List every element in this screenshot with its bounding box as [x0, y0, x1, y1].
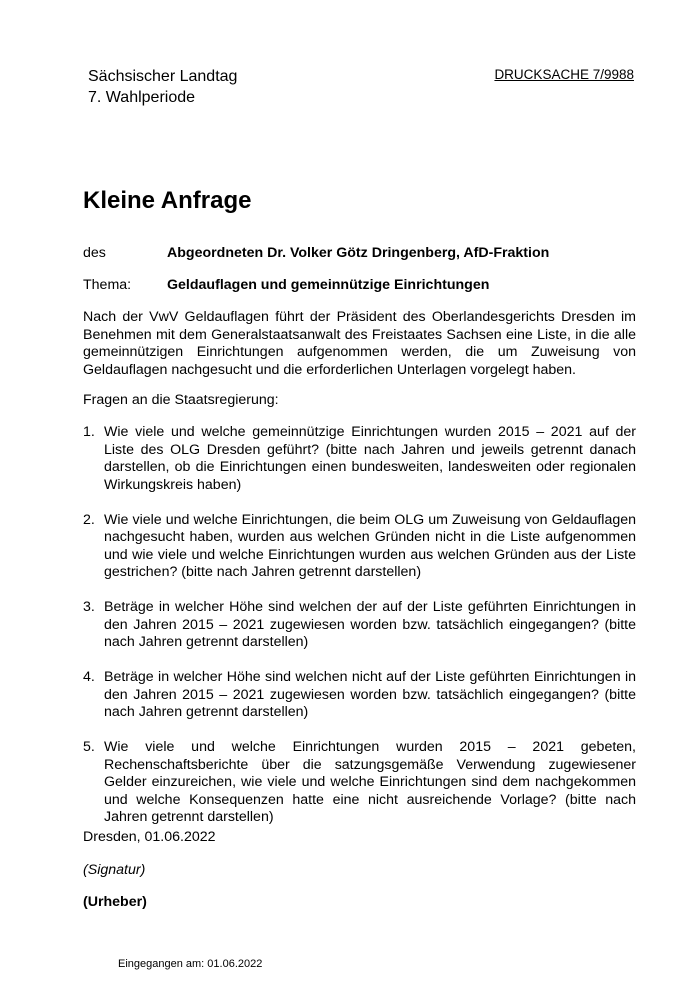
intro-paragraph: Nach der VwV Geldauflagen führt der Präsident des Oberlandesgerichts Dresden im Benehmen mit dem Generalstaatsanwalt des Freistaates Sachsen eine Liste, in die alle gemeinnützigen Einrichtungen aufgenommen werden, die um Zuweisung von Geldauflagen nachgesucht und die erforderlichen Unterlagen vorgelegt haben. — [83, 309, 636, 378]
question-item — [83, 512, 636, 582]
question-item — [83, 739, 636, 827]
question-text: Beträge in welcher Höhe sind welchen der auf der Liste geführten Einrichtungen in den Jahren 2015 – 2021 zugewiesen worden bzw. tatsächlich eingegangen? (bitte nach Jahren getrennt darstellen) — [104, 599, 636, 650]
topic-value: Geldauflagen und gemeinnützige Einrichtungen — [167, 277, 490, 293]
author-label: des — [83, 245, 106, 261]
document-title: Kleine Anfrage — [83, 187, 252, 214]
questions-heading: Fragen an die Staatsregierung: — [83, 392, 279, 408]
question-list — [83, 424, 636, 844]
question-item — [83, 669, 636, 722]
question-number: 5. — [83, 739, 95, 755]
question-number: 3. — [83, 599, 95, 615]
question-text: Wie viele und welche gemeinnützige Einrichtungen wurden 2015 – 2021 auf der Liste des OLG Dresden geführt? (bitte nach Jahren und jeweils getrennt danach darstellen, ob die Einrichtungen einen bundesweiten, landesweiten oder regionalen Wirkungskreis haben) — [104, 424, 636, 493]
topic-label: Thema: — [83, 277, 132, 293]
question-number: 2. — [83, 511, 95, 528]
signature-placeholder: (Signatur) — [83, 862, 146, 878]
question-item — [83, 599, 636, 652]
question-item — [83, 424, 636, 494]
drucksache-number: DRUCKSACHE 7/9988 — [494, 67, 634, 82]
author-value: Abgeordneten Dr. Volker Götz Dringenberg, AfD-Fraktion — [167, 245, 550, 261]
question-text: Wie viele und welche Einrichtungen, die beim OLG um Zuweisung von Geldauflagen nachgesucht haben, wurden aus welchen Gründen nicht in die Liste aufgenommen und wie viele und welche Einrichtungen wurden aus welchen Gründen aus der Liste gestrichen? (bitte nach Jahren getrennt darstellen) — [104, 511, 636, 580]
place-date: Dresden, 01.06.2022 — [83, 829, 216, 845]
document-header — [88, 66, 237, 108]
legislative-period: 7. Wahlperiode — [88, 89, 196, 106]
author-placeholder: (Urheber) — [83, 894, 147, 910]
question-text: Wie viele und welche Einrichtungen wurden 2015 – 2021 gebeten, Rechenschaftsberichte über die satzungsgemäße Verwendung zugewiesener Gelder einzureichen, wie viele und welche Einrichtungen sind dem nachgekommen und welche Konsequenzen hatte eine nicht ausreichende Vorlage? (bitte nach Jahren getrennt darstellen) — [104, 739, 636, 825]
institution-name: Sächsischer Landtag — [88, 68, 238, 85]
question-number: 1. — [83, 424, 95, 440]
question-text: Beträge in welcher Höhe sind welchen nicht auf der Liste geführten Einrichtungen in den Jahren 2015 – 2021 zugewiesen worden bzw. tatsächlich eingegangen? (bitte nach Jahren getrennt darstellen) — [104, 669, 636, 720]
received-date: Eingegangen am: 01.06.2022 — [118, 958, 263, 970]
question-number: 4. — [83, 669, 95, 685]
